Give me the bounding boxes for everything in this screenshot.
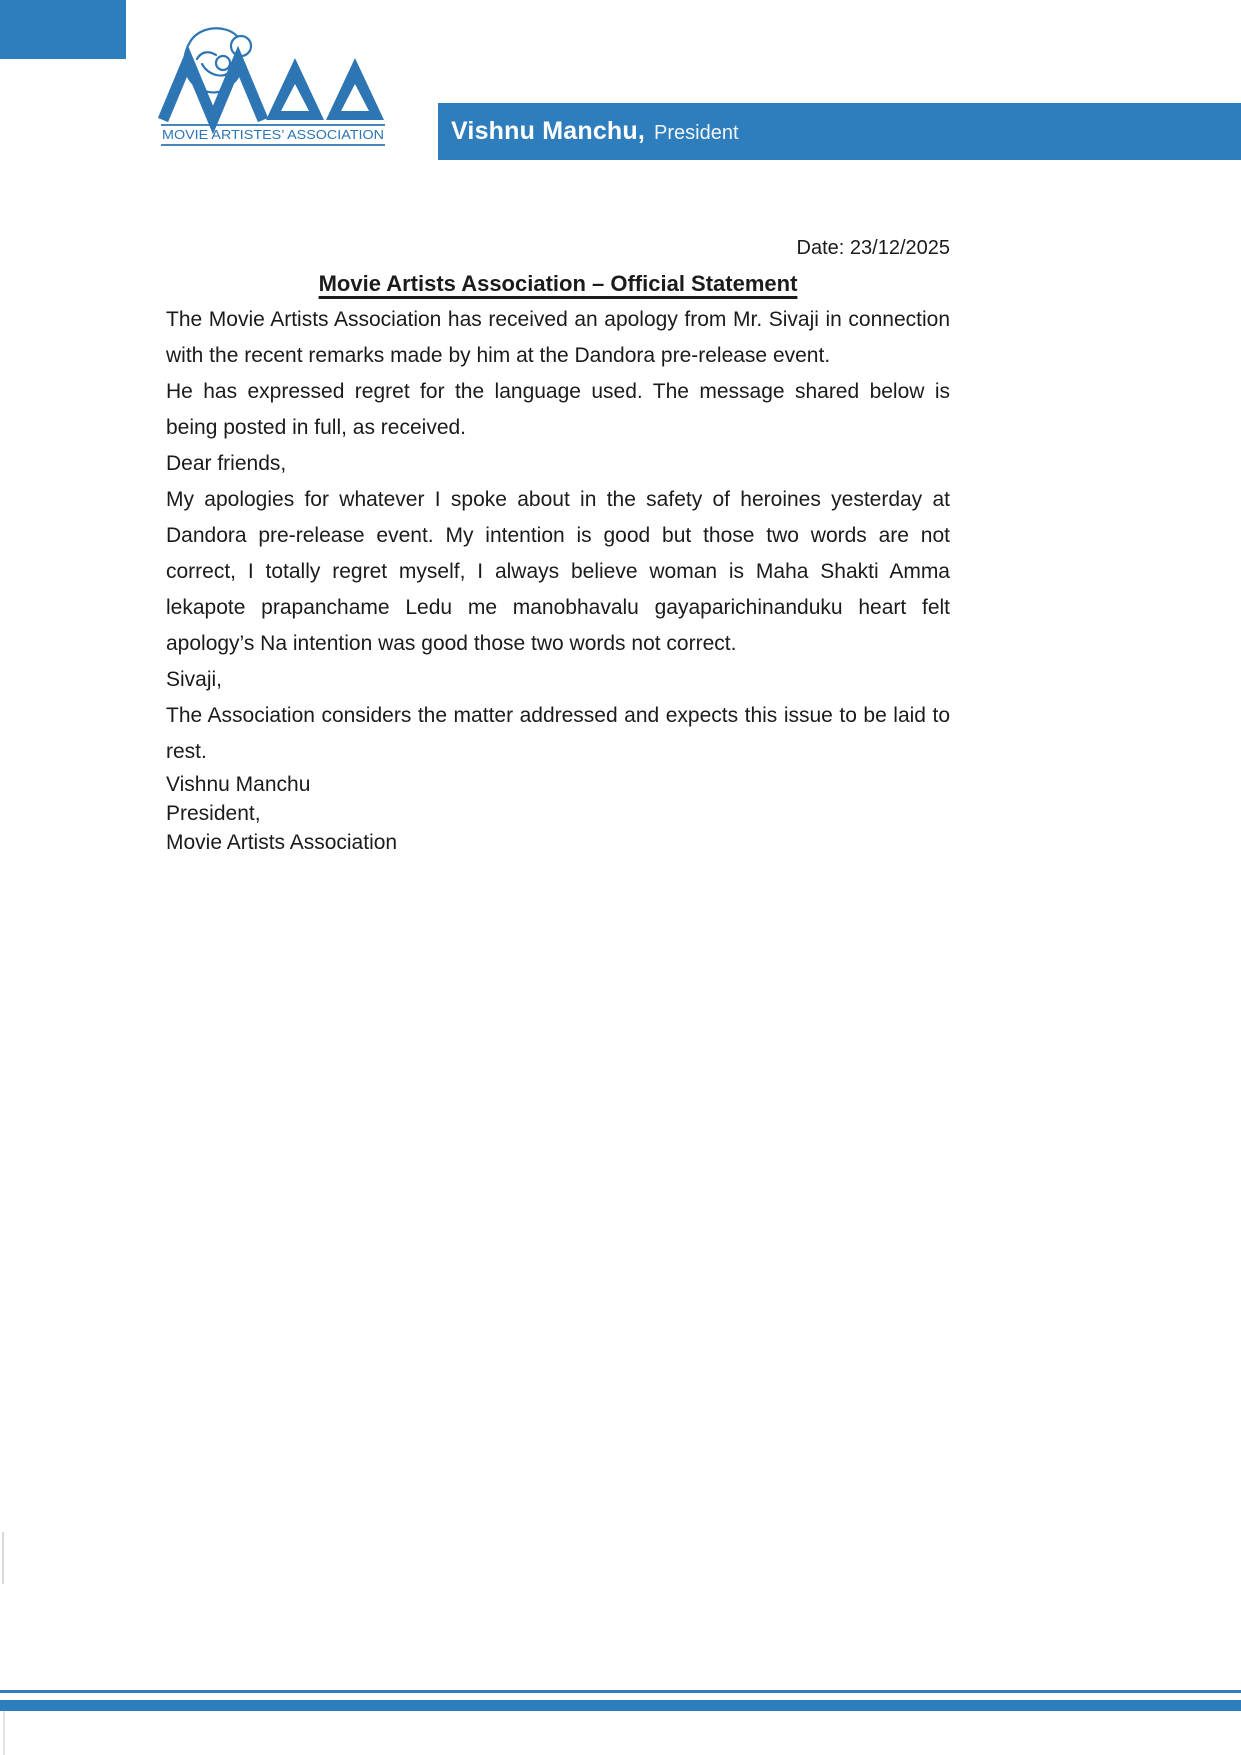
maa-letters-icon	[163, 58, 384, 120]
signature-block	[166, 770, 950, 857]
president-banner	[438, 103, 1241, 160]
signature-org: Movie Artists Association	[166, 831, 398, 854]
banner-role: President	[654, 122, 739, 144]
footer-bar	[0, 1700, 1241, 1711]
paragraph-regret: He has expressed regret for the language used. The message shared below is being posted in full, as received.	[166, 380, 950, 439]
footer-thin-rule	[0, 1690, 1241, 1693]
signature-role: President,	[166, 802, 261, 825]
banner-name: Vishnu Manchu,	[451, 117, 646, 145]
header-left-bar	[0, 0, 126, 59]
scan-artifact-line-upper	[2, 1532, 4, 1584]
apology-message: My apologies for whatever I spoke about in the safety of heroines yesterday at Dandora pre-release event. My intention is good but those two words are not correct, I totally regret myself, I always believe woman is Maha Shakti Amma lekapote prapanchame Ledu me manobhavalu gayaparichinanduku heart felt apology’s Na intention was good those two words not correct.	[166, 488, 950, 655]
apology-signoff: Sivaji,	[166, 668, 223, 691]
paragraph-apology-received: The Movie Artists Association has received an apology from Mr. Sivaji in connection with the recent remarks made by him at the Dandora pre-release event.	[166, 308, 950, 367]
closing-paragraph: The Association considers the matter addressed and expects this issue to be laid to rest.	[166, 704, 950, 763]
date-line: Date: 23/12/2025	[796, 237, 950, 259]
salutation: Dear friends,	[166, 452, 287, 475]
scan-artifact-line-lower	[3, 1711, 5, 1755]
signature-name: Vishnu Manchu	[166, 773, 311, 796]
logo-org-name: MOVIE ARTISTES’ ASSOCIATION	[162, 127, 384, 142]
maa-logo	[157, 24, 389, 148]
letter-content	[166, 230, 950, 857]
letter-title: Movie Artists Association – Official Statement	[318, 271, 798, 296]
